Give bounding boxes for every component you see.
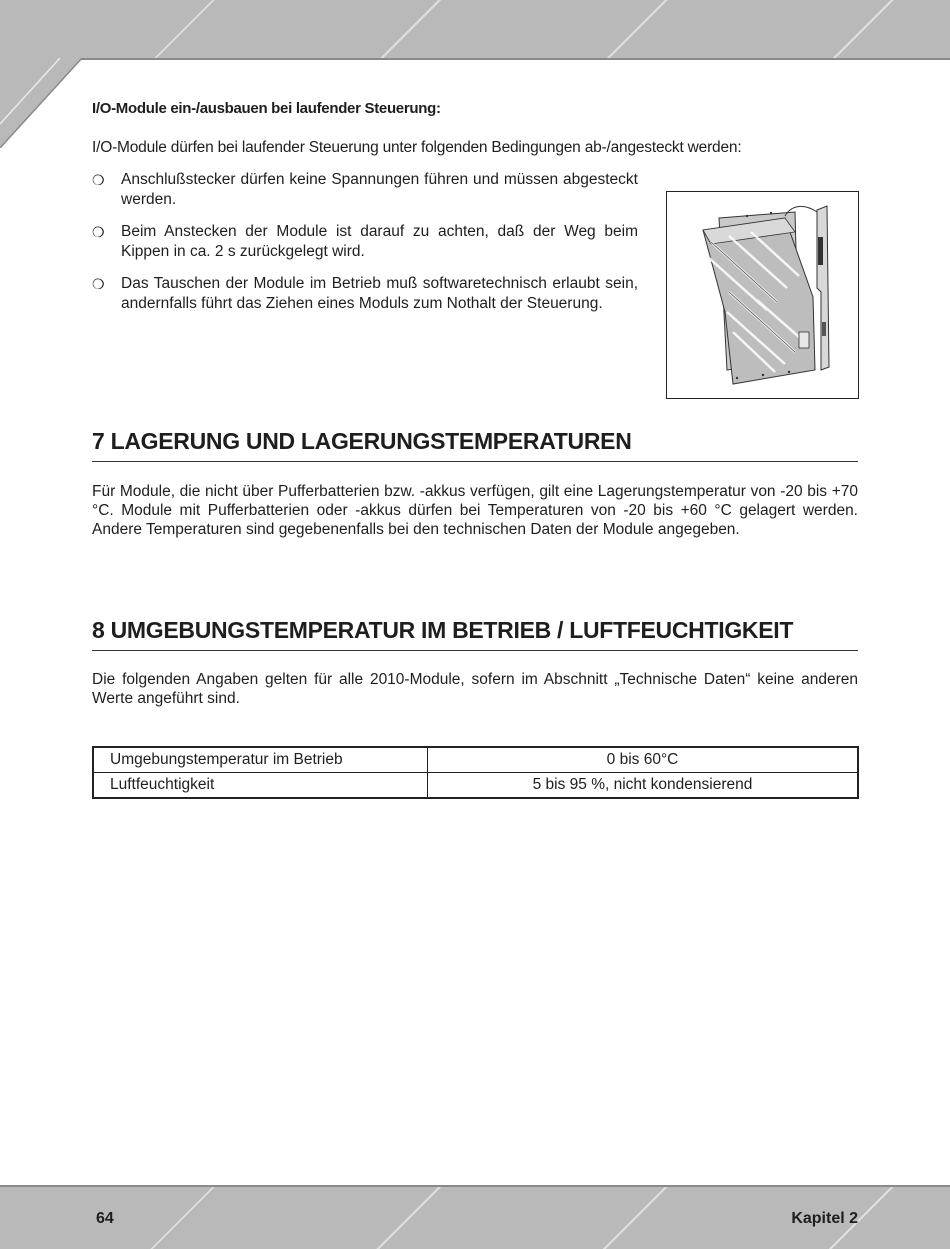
list-item: [92, 222, 638, 262]
circle-bullet-icon: ❍: [92, 224, 105, 240]
decorative-corner: [0, 58, 82, 148]
circle-bullet-icon: ❍: [92, 276, 105, 292]
list-item: [92, 170, 638, 210]
section-8-heading: 8 UMGEBUNGSTEMPERATUR IM BETRIEB / LUFTFEUCHTIGKEIT: [92, 617, 858, 651]
table-cell-label: Luftfeuchtigkeit: [93, 773, 428, 799]
section-8-text: Die folgenden Angaben gelten für alle 2010-Module, sofern im Abschnitt „Technische Daten“ keine anderen Werte angeführt sind.: [92, 671, 858, 707]
list-item-text: Das Tauschen der Module im Betrieb muß softwaretechnisch erlaubt sein, andernfalls führt das Ziehen eines Moduls zum Nothalt der Steuerung.: [121, 275, 638, 312]
operating-conditions-table: [92, 746, 859, 799]
table-row: [93, 747, 858, 773]
list-item-text: Beim Anstecken der Module ist darauf zu achten, daß der Weg beim Kippen in ca. 2 s zurückgelegt wird.: [121, 223, 638, 260]
section-7-heading: 7 LAGERUNG UND LAGERUNGSTEMPERATUREN: [92, 428, 858, 462]
list-item: [92, 274, 638, 314]
io-module-diagram: [667, 192, 858, 398]
table-cell-label: Umgebungstemperatur im Betrieb: [93, 747, 428, 773]
section-7-text: Für Module, die nicht über Pufferbatterien bzw. -akkus verfügen, gilt eine Lagerungstemperatur von -20 bis +70 °C. Module mit Pufferbatterien oder -akkus dürfen bei Temperaturen von -20 bis +60 °C gelagert werden. Andere Temperaturen sind gegebenenfalls bei den technischen Daten der Module angegeben.: [92, 483, 858, 538]
page-number: 64: [96, 1210, 114, 1227]
hot-swap-conditions-list: [92, 170, 638, 326]
table-row: [93, 773, 858, 799]
table-cell-value: 0 bis 60°C: [428, 747, 859, 773]
table-cell-value: 5 bis 95 %, nicht kondensierend: [428, 773, 859, 799]
circle-bullet-icon: ❍: [92, 172, 105, 188]
chapter-label: Kapitel 2: [791, 1210, 858, 1227]
hot-swap-heading: I/O-Module ein-/ausbauen bei laufender Steuerung:: [92, 100, 441, 117]
module-tilt-illustration: [666, 191, 859, 399]
list-item-text: Anschlußstecker dürfen keine Spannungen führen und müssen abgesteckt werden.: [121, 171, 638, 208]
hot-swap-intro: I/O-Module dürfen bei laufender Steuerung unter folgenden Bedingungen ab-/angesteckt werden:: [92, 139, 742, 156]
header-band: [0, 0, 950, 60]
